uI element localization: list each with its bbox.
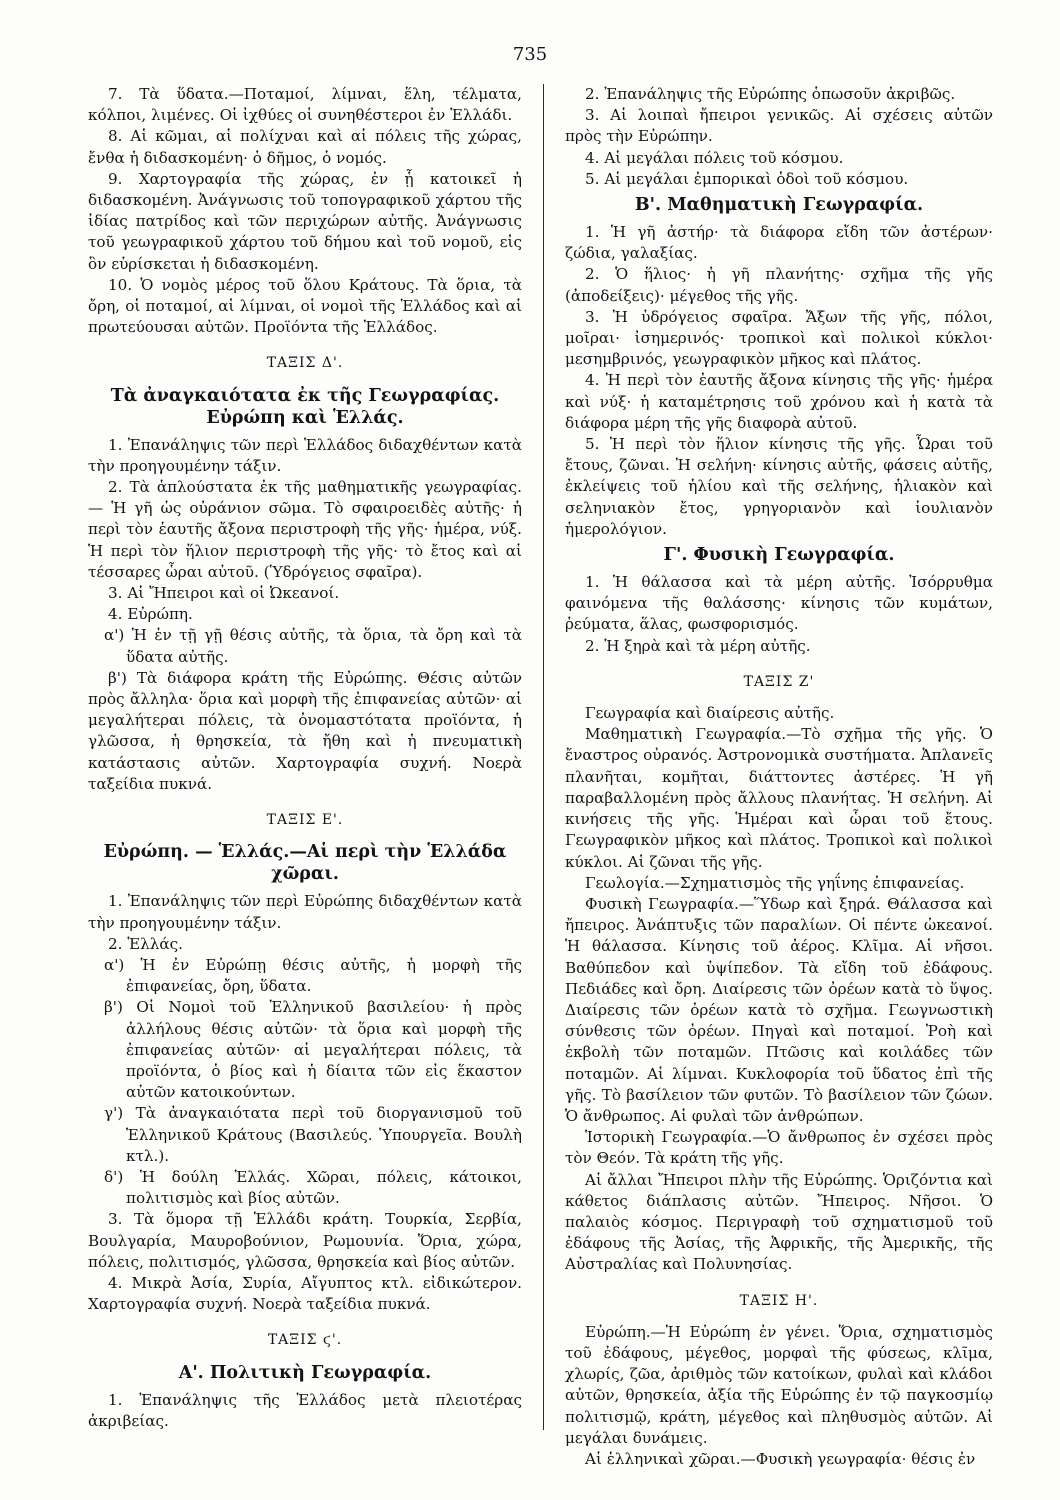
class-heading: ΤΑΞΙΣ Ζ' (743, 673, 815, 690)
paragraph: Μαθηματικὴ Γεωγραφία.—Τὸ σχῆμα τῆς γῆς. Ὁ ἔναστρος οὐρανός. Ἀστρονομικὰ συστήματα. Ἀπλανεῖς πλανῆται, κομῆται, διάττοντες ἀστέρες. Ἡ γῆ παραβαλλομένη πρὸς ἄλλους πλανήτας. Ἡ σελήνη. Αἱ κινήσεις τῆς γῆς. Ἡμέραι καὶ ὧραι τοῦ ἔτους. Γεωγραφικὸν μῆκος καὶ πλάτος. Τροπικοὶ καὶ πολικοὶ κύκλοι. Αἱ ζῶναι τῆς γῆς. (565, 725, 993, 871)
paragraph: β') Οἱ Νομοὶ τοῦ Ἑλληνικοῦ βασιλείου· ἡ πρὸς ἀλλήλους θέσις αὐτῶν· τὰ ὅρια καὶ μορφὴ τῆς ἐπιφανείας αὐτῶν· αἱ μεγαλήτεραι πόλεις, τὰ προϊόντα, ὁ βίος καὶ ἡ δίαιτα τῶν εἰς ἕκαστον αὐτῶν κατοικούντων. (104, 998, 522, 1102)
paragraph: 9. Χαρτογραφία τῆς χώρας, ἐν ᾗ κατοικεῖ ἡ διδασκομένη. Ἀνάγνωσις τοῦ τοπογραφικοῦ χάρτου τῆς ἰδίας πατρίδος καὶ τῶν περιχώρων αὐτῆς. Ἀνάγνωσις τοῦ γεωγραφικοῦ χάρτου τοῦ δήμου καὶ τοῦ νομοῦ, εἰς ὃν εὑρίσκεται ἡ διδασκομένη. (88, 169, 522, 273)
paragraph: 1. Ἐπανάληψις τῶν περὶ Εὐρώπης διδαχθέντων κατὰ τὴν προηγουμένην τάξιν. (88, 892, 522, 932)
paragraph: 4. Εὐρώπη. (108, 605, 193, 624)
section-heading: Γ'. Φυσικὴ Γεωγραφία. (663, 545, 895, 566)
paragraph: 5. Ἡ περὶ τὸν ἥλιον κίνησις τῆς γῆς. Ὧραι τοῦ ἔτους, ζῶναι. Ἡ σελήνη· κίνησις αὐτῆς, φάσεις αὐτῆς, ἐκλείψεις τοῦ ἡλίου καὶ τῆς σελήνης, ἡλιακὸν καὶ σεληνιακὸν ἔτος, γρηγοριανὸν καὶ ἰουλιανὸν ἡμερολόγιον. (565, 435, 993, 538)
class-heading: ΤΑΞΙΣ Δ'. (266, 355, 344, 372)
paragraph: 4. Αἱ μεγάλαι πόλεις τοῦ κόσμου. (585, 148, 844, 167)
paragraph: Γεωγραφία καὶ διαίρεσις αὐτῆς. (585, 704, 835, 723)
paragraph: 3. Αἱ Ἤπειροι καὶ οἱ Ὠκεανοί. (108, 584, 340, 603)
paragraph: Αἱ ἑλληνικαὶ χῶραι.—Φυσικὴ γεωγραφία· θέσις ἐν (585, 1449, 976, 1468)
paragraph: 10. Ὁ νομὸς μέρος τοῦ ὅλου Κράτους. Τὰ ὅρια, τὰ ὄρη, οἱ ποταμοί, αἱ λίμναι, οἱ νομοὶ τῆς Ἑλλάδος καὶ αἱ πρωτεύουσαι αὐτῶν. Προϊόντα τῆς Ἑλλάδος. (88, 275, 522, 337)
left-column (88, 84, 522, 1432)
column-divider (543, 84, 544, 1430)
section-heading: Εὐρώπη. — Ἑλλάς.—Αἱ περὶ τὴν Ἑλλάδα χῶραι. (103, 842, 507, 885)
paragraph: 1. Ἐπανάληψις τῶν περὶ Ἑλλάδος διδαχθέντων κατὰ τὴν προηγουμένην τάξιν. (88, 435, 522, 475)
paragraph: 2. Τὰ ἁπλούστατα ἐκ τῆς μαθηματικῆς γεωγραφίας.— Ἡ γῆ ὡς οὐράνιον σῶμα. Τὸ σφαιροειδὲς αὐτῆς· ἡ περὶ τὸν ἑαυτῆς ἄξονα περιστροφὴ τῆς γῆς· ἡμέρα, νύξ. Ἡ περὶ τὸν ἥλιον περιστροφὴ τῆς γῆς· τὸ ἔτος καὶ αἱ τέσσαρες ὧραι αὐτοῦ. (Ὑδρόγειος σφαῖρα). (88, 478, 522, 581)
paragraph: Γεωλογία.—Σχηματισμὸς τῆς γηΐνης ἐπιφανείας. (585, 873, 965, 892)
paragraph: α') Ἡ ἐν Εὐρώπῃ θέσις αὐτῆς, ἡ μορφὴ τῆς ἐπιφανείας, ὄρη, ὕδατα. (104, 955, 522, 996)
paragraph: Εὐρώπη.—Ἡ Εὐρώπη ἐν γένει. Ὅρια, σχηματισμὸς τοῦ ἐδάφους, μέγεθος, μορφαὶ τῆς φύσεως, κλῖμα, χλωρίς, ζῶα, ἀριθμὸς τῶν κατοίκων, φυλαὶ καὶ κλάδοι αὐτῶν, θρησκεία, ἀξία τῆς Εὐρώπης ἐν τῷ παγκοσμίῳ πολιτισμῷ, κράτη, μέγεθος καὶ πληθυσμὸς αὐτῶν. Αἱ μεγάλαι δυνάμεις. (565, 1322, 993, 1447)
paragraph: Ἱστορικὴ Γεωγραφία.—Ὁ ἄνθρωπος ἐν σχέσει πρὸς τὸν Θεόν. Τὰ κράτη τῆς γῆς. (565, 1128, 993, 1168)
paragraph: 7. Τὰ ὕδατα.—Ποταμοί, λίμναι, ἕλη, τέλματα, κόλποι, λιμένες. Οἱ ἰχθύες οἱ συνηθέστεροι ἐν Ἑλλάδι. (88, 85, 522, 125)
section-heading: Β'. Μαθηματικὴ Γεωγραφία. (634, 195, 924, 216)
paragraph: 5. Αἱ μεγάλαι ἐμπορικαὶ ὁδοὶ τοῦ κόσμου. (585, 169, 909, 188)
paragraph: α') Ἡ ἐν τῇ γῇ θέσις αὐτῆς, τὰ ὅρια, τὰ ὄρη καὶ τὰ ὕδατα αὐτῆς. (104, 626, 522, 666)
paragraph: 2. Ὁ ἥλιος· ἡ γῆ πλανήτης· σχῆμα τῆς γῆς (ἀποδείξεις)· μέγεθος τῆς γῆς. (565, 265, 993, 305)
paragraph: β') Τὰ διάφορα κράτη τῆς Εὐρώπης. Θέσις αὐτῶν πρὸς ἄλληλα· ὅρια καὶ μορφὴ τῆς ἐπιφανείας αὐτῶν· αἱ μεγαλήτεραι πόλεις, τὰ ὀνομαστότατα προϊόντα, ἡ γλῶσσα, ἡ θρησκεία, τὰ ἤθη καὶ ἡ πνευματικὴ κατάστασις αὐτῶν. Χαρτογραφία συχνή. Νοερὰ ταξείδια πυκνά. (88, 668, 522, 793)
paragraph: 4. Μικρὰ Ἀσία, Συρία, Αἴγυπτος κτλ. εἰδικώτερον. Χαρτογραφία συχνή. Νοερὰ ταξείδια πυκνά. (88, 1273, 522, 1314)
paragraph: 3. Αἱ λοιπαὶ ἤπειροι γενικῶς. Αἱ σχέσεις αὐτῶν πρὸς τὴν Εὐρώπην. (565, 106, 993, 146)
class-heading: ΤΑΞΙΣ ϛ'. (267, 1332, 343, 1349)
paragraph: 3. Τὰ ὅμορα τῇ Ἑλλάδι κράτη. Τουρκία, Σερβία, Βουλγαρία, Μαυροβούνιον, Ρωμουνία. Ὅρια, χώρα, πόλεις, πολιτισμός, γλῶσσα, θρησκεία καὶ βίος αὐτῶν. (88, 1210, 522, 1271)
paragraph: 1. Ἡ θάλασσα καὶ τὰ μέρη αὐτῆς. Ἰσόρρυθμα φαινόμενα τῆς θαλάσσης· κίνησις τῶν κυμάτων, ῥεύματα, ἅλας, φωσφορισμός. (565, 573, 993, 634)
paragraph: Αἱ ἄλλαι Ἤπειροι πλὴν τῆς Εὐρώπης. Ὁριζόντια καὶ κάθετος διάπλασις αὐτῶν. Ἤπειρος. Νῆσοι. Ὁ παλαιὸς κόσμος. Περιγραφὴ τοῦ σχηματισμοῦ τοῦ ἐδάφους τῆς Ἀσίας, τῆς Ἀφρικῆς, τῆς Ἀμερικῆς, τῆς Αὐστραλίας καὶ Πολυνησίας. (565, 1170, 993, 1274)
paragraph: 8. Αἱ κῶμαι, αἱ πολίχναι καὶ αἱ πόλεις τῆς χώρας, ἔνθα ἡ διδασκομένη· ὁ δῆμος, ὁ νομός. (88, 127, 522, 167)
paragraph: 1. Ἐπανάληψις τῆς Ἑλλάδος μετὰ πλειοτέρας ἀκριβείας. (88, 1390, 522, 1430)
paragraph: 2. Ἡ ξηρὰ καὶ τὰ μέρη αὐτῆς. (585, 636, 811, 655)
paragraph: 1. Ἡ γῆ ἀστήρ· τὰ διάφορα εἴδη τῶν ἀστέρων· ζώδια, γαλαξίας. (565, 223, 993, 263)
section-heading: Τὰ ἀναγκαιότατα ἐκ τῆς Γεωγραφίας. Εὐρώπη καὶ Ἑλλάς. (110, 385, 500, 428)
class-heading: ΤΑΞΙΣ Η'. (739, 1292, 819, 1309)
class-heading: ΤΑΞΙΣ Ε'. (266, 812, 344, 829)
paragraph: γ') Τὰ ἀναγκαιότατα περὶ τοῦ διοργανισμοῦ τοῦ Ἑλληνικοῦ Κράτους (Βασιλεύς. Ὑπουργεῖα. Βουλὴ κτλ.). (104, 1104, 522, 1165)
page-number: 735 (512, 44, 548, 65)
right-column (565, 84, 993, 1470)
paragraph: 2. Ἑλλάς. (108, 934, 183, 953)
paragraph: δ') Ἡ δούλη Ἑλλάς. Χῶραι, πόλεις, κάτοικοι, πολιτισμὸς καὶ βίος αὐτῶν. (104, 1167, 522, 1208)
paragraph: 2. Ἐπανάληψις τῆς Εὐρώπης ὁπωσοῦν ἀκριβῶς. (585, 85, 956, 103)
paragraph: Φυσικὴ Γεωγραφία.—Ὕδωρ καὶ ξηρά. Θάλασσα καὶ ἤπειρος. Ἀνάπτυξις τῶν παραλίων. Οἱ πέντε ὠκεανοί. Ἡ θάλασσα. Κίνησις τοῦ ἀέρος. Κλῖμα. Αἱ νῆσοι. Βαθύπεδον καὶ ὑψίπεδον. Τὰ εἴδη τοῦ ἐδάφους. Πεδιάδες καὶ ὄρη. Διαίρεσις τῶν ὀρέων κατὰ τὸ ὕψος. Διαίρεσις τῶν ὀρέων κατὰ τὸ σχῆμα. Γεωγνωστικὴ σύνθεσις τῶν ὀρέων. Πηγαὶ καὶ ποταμοί. Ῥοὴ καὶ ἐκβολὴ τῶν ποταμῶν. Πτῶσις καὶ κοιλάδες τῶν ποταμῶν. Αἱ λίμναι. Κυκλοφορία τοῦ ὕδατος ἐπὶ τῆς γῆς. Τὸ βασίλειον τῶν φυτῶν. Τὸ βασίλειον τῶν ζώων. Ὁ ἄνθρωπος. Αἱ φυλαὶ τῶν ἀνθρώπων. (565, 894, 993, 1125)
section-heading: Α'. Πολιτικὴ Γεωγραφία. (178, 1362, 432, 1383)
paragraph: 3. Ἡ ὑδρόγειος σφαῖρα. Ἄξων τῆς γῆς, πόλοι, μοῖραι· ἰσημερινός· τροπικοὶ καὶ πολικοὶ κύκλοι· μεσημβρινός, γεωγραφικὸν μῆκος καὶ πλάτος. (565, 307, 993, 369)
paragraph: 4. Ἡ περὶ τὸν ἑαυτῆς ἄξονα κίνησις τῆς γῆς· ἡμέρα καὶ νύξ· ἡ καταμέτρησις τοῦ χρόνου καὶ ἡ κατὰ τὰ διάφορα μέρη τῆς γῆς διαφορὰ αὐτοῦ. (565, 371, 993, 432)
